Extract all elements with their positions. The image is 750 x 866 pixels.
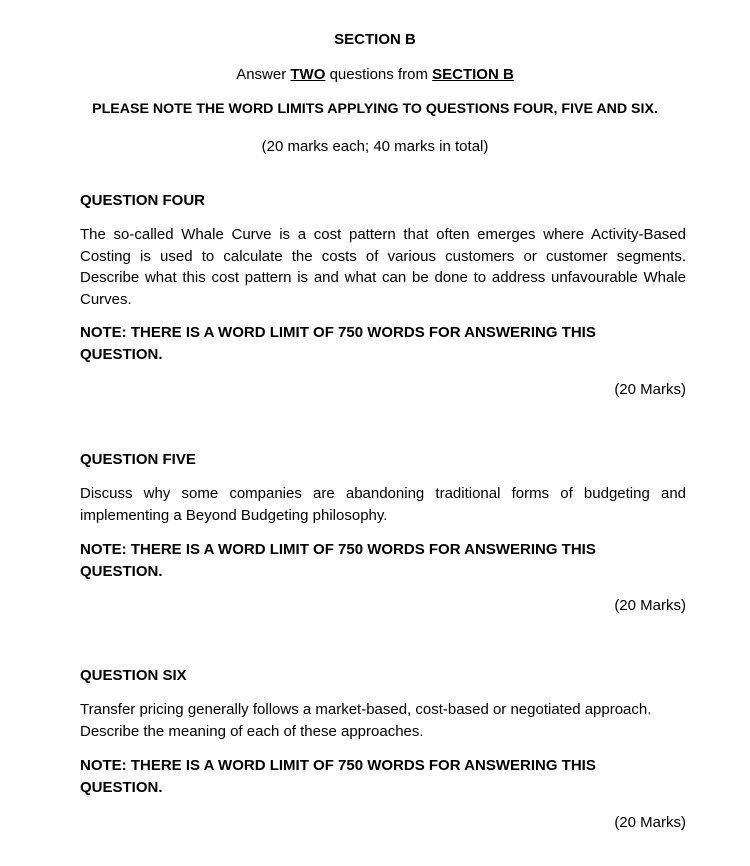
question-six-marks: (20 Marks): [614, 814, 686, 831]
answer-instruction: [0, 64, 750, 86]
word-limit-notice: PLEASE NOTE THE WORD LIMITS APPLYING TO QUESTIONS FOUR, FIVE AND SIX.: [92, 101, 658, 117]
marks-summary: (20 marks each; 40 marks in total): [261, 138, 489, 155]
question-four-note: NOTE: THERE IS A WORD LIMIT OF 750 WORDS FOR ANSWERING THIS QUESTION.: [80, 324, 596, 363]
question-five-note: NOTE: THERE IS A WORD LIMIT OF 750 WORDS FOR ANSWERING THIS QUESTION.: [80, 541, 596, 580]
question-five-body: Discuss why some companies are abandoning traditional forms of budgeting and implementing a Beyond Budgeting philosophy.: [80, 485, 686, 524]
answer-prefix: Answer: [236, 66, 287, 83]
question-six-body: Transfer pricing generally follows a market-based, cost-based or negotiated approach. Describe the meaning of each of these approaches.: [80, 701, 652, 740]
question-six-note: NOTE: THERE IS A WORD LIMIT OF 750 WORDS FOR ANSWERING THIS QUESTION.: [80, 757, 596, 796]
answer-section: SECTION B: [432, 66, 514, 83]
question-four-body: The so-called Whale Curve is a cost pattern that often emerges where Activity-Based Costing is used to calculate the costs of various customers or customer segments. Describe what this cost pattern is and what can be done to address unfavourable Whale Curves.: [80, 226, 686, 308]
answer-count: TWO: [290, 66, 326, 83]
section-title: SECTION B: [334, 31, 416, 48]
question-four-title: QUESTION FOUR: [80, 192, 206, 209]
question-six-title: QUESTION SIX: [80, 667, 187, 684]
question-five-title: QUESTION FIVE: [80, 451, 196, 468]
question-five-marks: (20 Marks): [614, 597, 686, 614]
answer-middle: questions from: [329, 66, 428, 83]
question-four-marks: (20 Marks): [614, 381, 686, 398]
